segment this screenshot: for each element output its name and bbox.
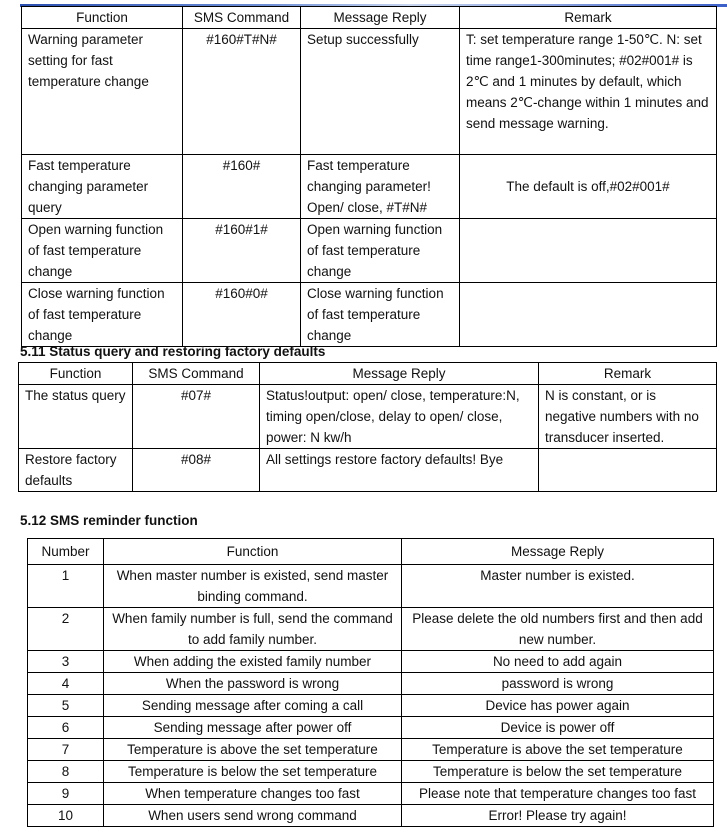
cell-number: 3 [28,651,104,673]
table-row [28,805,714,827]
cell-reply: Temperature is below the set temperature [402,761,714,783]
table-header-row [19,363,717,385]
cell-command: #160#1# [183,219,301,283]
cell-function: Open warning function of fast temperature change [22,219,183,283]
table-row [28,783,714,805]
cell-reply: password is wrong [402,673,714,695]
cell-number: 7 [28,739,104,761]
cell-number: 2 [28,608,104,651]
table-header-row [22,7,717,29]
header-remark: Remark [539,363,717,385]
cell-function: Temperature is below the set temperature [104,761,402,783]
cell-reply: Setup successfully [301,29,460,155]
cell-number: 4 [28,673,104,695]
header-function: Function [19,363,133,385]
cell-reply: Temperature is above the set temperature [402,739,714,761]
table-row [28,651,714,673]
table-row [19,449,717,492]
cell-function: Warning parameter setting for fast temperature change [22,29,183,155]
cell-remark [460,219,717,283]
cell-function: Fast temperature changing parameter query [22,155,183,219]
cell-function: When temperature changes too fast [104,783,402,805]
header-function: Function [22,7,183,29]
table-row [28,695,714,717]
cell-number: 1 [28,565,104,608]
header-function: Function [104,539,402,565]
sms-reminder-table [27,538,714,827]
cell-command: #160#0# [183,283,301,347]
cell-reply: No need to add again [402,651,714,673]
cell-reply: Error! Please try again! [402,805,714,827]
header-number: Number [28,539,104,565]
cell-reply: Status!output: open/ close, temperature:N, timing open/close, delay to open/ close, power: N kw/h [260,385,539,449]
cell-remark: The default is off,#02#001# [460,155,717,219]
cell-function: Temperature is above the set temperature [104,739,402,761]
header-message-reply: Message Reply [402,539,714,565]
cell-number: 8 [28,761,104,783]
cell-function: When the password is wrong [104,673,402,695]
cell-function: Restore factory defaults [19,449,133,492]
header-remark: Remark [460,7,717,29]
header-message-reply: Message Reply [301,7,460,29]
cell-number: 5 [28,695,104,717]
header-sms-command: SMS Command [183,7,301,29]
section-title-5-12: 5.12 SMS reminder function [20,513,198,528]
cell-command: #160#T#N# [183,29,301,155]
cell-number: 6 [28,717,104,739]
cell-function: When master number is existed, send master binding command. [104,565,402,608]
cell-remark: N is constant, or is negative numbers with no transducer inserted. [539,385,717,449]
cell-remark [460,283,717,347]
cell-function: When users send wrong command [104,805,402,827]
cell-function: Sending message after coming a call [104,695,402,717]
cell-number: 9 [28,783,104,805]
cell-function: When family number is full, send the command to add family number. [104,608,402,651]
cell-remark: T: set temperature range 1-50℃. N: set time range1-300minutes; #02#001# is 2℃ and 1 minutes by default, which means 2℃-change within 1 minutes and send message warning. [460,29,717,155]
cell-reply: Master number is existed. [402,565,714,608]
table-row [28,673,714,695]
cell-reply: Fast temperature changing parameter! Open/ close, #T#N# [301,155,460,219]
table-row [19,385,717,449]
status-query-table [18,362,717,492]
cell-reply: Device has power again [402,695,714,717]
cell-number: 10 [28,805,104,827]
cell-reply: All settings restore factory defaults! Bye [260,449,539,492]
header-sms-command: SMS Command [133,363,260,385]
section-title-5-11: 5.11 Status query and restoring factory defaults [20,344,326,359]
cell-function: Close warning function of fast temperature change [22,283,183,347]
cell-function: Sending message after power off [104,717,402,739]
header-message-reply: Message Reply [260,363,539,385]
cell-command: #08# [133,449,260,492]
cell-command: #07# [133,385,260,449]
table-row [28,608,714,651]
table-row [28,717,714,739]
table-row [28,565,714,608]
cell-command: #160# [183,155,301,219]
cell-function: The status query [19,385,133,449]
cell-reply: Please note that temperature changes too fast [402,783,714,805]
cell-reply: Open warning function of fast temperature change [301,219,460,283]
cell-reply: Close warning function of fast temperature change [301,283,460,347]
table-row [22,29,717,155]
table-header-row [28,539,714,565]
cell-reply: Please delete the old numbers first and then add new number. [402,608,714,651]
cell-function: When adding the existed family number [104,651,402,673]
fast-temp-table [21,6,717,347]
table-row [22,219,717,283]
table-row [28,739,714,761]
table-row [28,761,714,783]
cell-reply: Device is power off [402,717,714,739]
cell-remark [539,449,717,492]
table-row [22,283,717,347]
table-row [22,155,717,219]
